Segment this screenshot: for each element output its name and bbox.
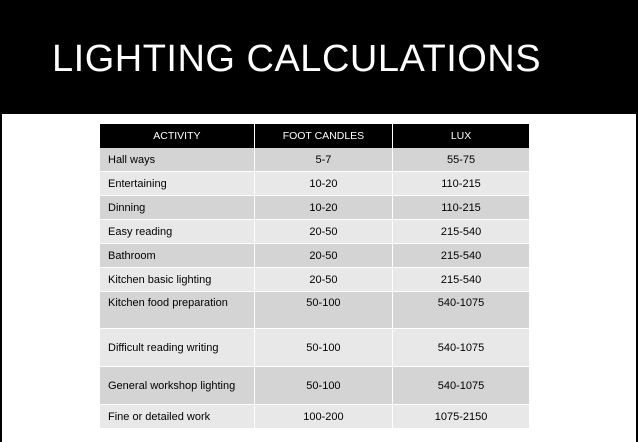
table-row: [100, 196, 529, 220]
column-header-lux: LUX: [393, 124, 529, 148]
cell-activity: Kitchen basic lighting: [100, 268, 254, 292]
cell-foot-candles: 100-200: [254, 405, 392, 429]
slide-title: LIGHTING CALCULATIONS: [52, 38, 542, 80]
table-row: [100, 268, 529, 292]
cell-foot-candles: 50-100: [254, 367, 392, 405]
table-row: [100, 172, 529, 196]
column-header-foot-candles: FOOT CANDLES: [254, 124, 392, 148]
lighting-table: [100, 124, 529, 429]
cell-activity: Kitchen food preparation: [100, 292, 254, 329]
cell-foot-candles: 20-50: [254, 268, 392, 292]
table-header-row: [100, 124, 529, 148]
cell-lux: 540-1075: [393, 292, 529, 329]
table-row: [100, 220, 529, 244]
table-row: [100, 244, 529, 268]
cell-foot-candles: 20-50: [254, 244, 392, 268]
table-row: [100, 367, 529, 405]
cell-lux: 110-215: [393, 172, 529, 196]
cell-lux: 215-540: [393, 220, 529, 244]
cell-lux: 1075-2150: [393, 405, 529, 429]
cell-foot-candles: 20-50: [254, 220, 392, 244]
cell-foot-candles: 50-100: [254, 292, 392, 329]
cell-lux: 55-75: [393, 148, 529, 172]
cell-lux: 540-1075: [393, 329, 529, 367]
cell-activity: Entertaining: [100, 172, 254, 196]
cell-lux: 110-215: [393, 196, 529, 220]
cell-foot-candles: 5-7: [254, 148, 392, 172]
cell-activity: Bathroom: [100, 244, 254, 268]
cell-lux: 215-540: [393, 268, 529, 292]
cell-lux: 540-1075: [393, 367, 529, 405]
cell-foot-candles: 50-100: [254, 329, 392, 367]
table-row: [100, 292, 529, 329]
cell-activity: Hall ways: [100, 148, 254, 172]
table-row: [100, 329, 529, 367]
slide-frame-left: [0, 114, 2, 442]
cell-foot-candles: 10-20: [254, 172, 392, 196]
cell-activity: Difficult reading writing: [100, 329, 254, 367]
slide-header: [0, 0, 638, 114]
table-row: [100, 405, 529, 429]
cell-lux: 215-540: [393, 244, 529, 268]
column-header-activity: ACTIVITY: [100, 124, 254, 148]
cell-activity: General workshop lighting: [100, 367, 254, 405]
cell-activity: Easy reading: [100, 220, 254, 244]
cell-activity: Dinning: [100, 196, 254, 220]
table-row: [100, 148, 529, 172]
cell-activity: Fine or detailed work: [100, 405, 254, 429]
cell-foot-candles: 10-20: [254, 196, 392, 220]
